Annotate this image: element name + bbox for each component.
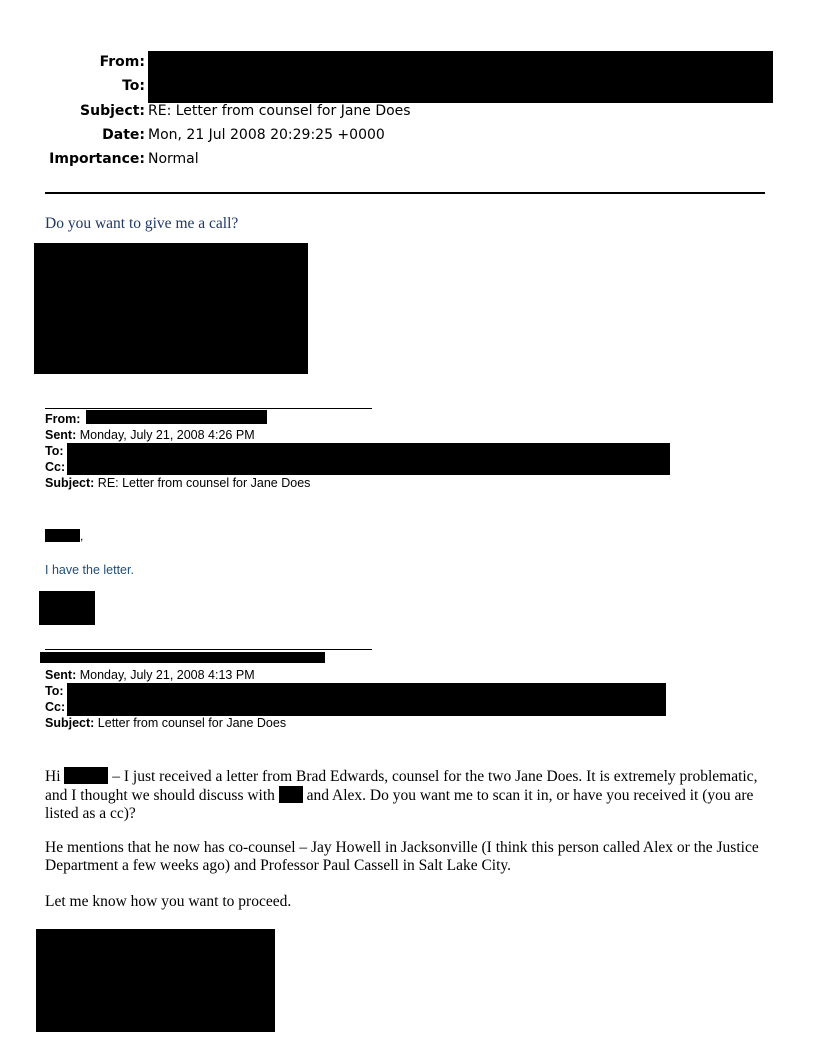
sent-label: Sent:: [45, 428, 77, 442]
date-label: Date:: [102, 127, 145, 143]
message3-subject-row: [45, 715, 286, 731]
message3-cc-row: [45, 699, 65, 715]
importance-label: Importance:: [49, 151, 145, 167]
paragraph-text: – I just received a letter from Brad Edwards, counsel for the two Jane Does. It is extremely problematic, and I thought we should discuss with: [45, 768, 758, 804]
reply-text: Do you want to give me a call?: [45, 215, 239, 232]
header-divider: [45, 192, 765, 194]
salutation-suffix: ,: [80, 529, 84, 543]
sent-label: Sent:: [45, 668, 77, 682]
greeting: Hi: [45, 768, 61, 785]
sent-value: Monday, July 21, 2008 4:26 PM: [79, 428, 255, 442]
importance-value: Normal: [148, 151, 199, 167]
message3-to-row: [45, 683, 64, 699]
redaction-block: [148, 51, 773, 103]
redaction-block: [64, 767, 108, 784]
redaction-block: [39, 591, 95, 625]
message-divider: [45, 408, 372, 409]
subject-label: Subject:: [45, 716, 95, 730]
subject-label: Subject:: [80, 103, 145, 119]
message3-paragraph-3: Let me know how you want to proceed.: [45, 893, 292, 910]
to-label: To:: [45, 444, 64, 458]
salutation: [45, 529, 83, 543]
paragraph-text: and Alex. Do you want me to scan it in, or have you received it (you are listed as a cc)?: [45, 787, 754, 822]
redaction-block: [40, 652, 325, 663]
message2-subject-row: [45, 475, 310, 491]
redaction-block: [36, 929, 275, 1032]
from-label: From:: [45, 412, 81, 426]
subject-value: Letter from counsel for Jane Does: [97, 716, 287, 730]
redaction-block: [67, 683, 666, 716]
cc-label: Cc:: [45, 700, 66, 714]
message2-from-row: [45, 411, 80, 427]
message3-sent-row: [45, 667, 255, 683]
message2-cc-row: [45, 459, 65, 475]
to-label: To:: [122, 78, 145, 94]
cc-label: Cc:: [45, 460, 66, 474]
to-label: To:: [45, 684, 64, 698]
subject-value: RE: Letter from counsel for Jane Does: [148, 103, 411, 119]
message-divider: [45, 649, 372, 650]
redaction-block: [34, 243, 308, 374]
message2-sent-row: [45, 427, 255, 443]
redaction-block: [86, 410, 267, 424]
redaction-block: [279, 786, 303, 803]
from-label: From:: [99, 54, 145, 70]
subject-value: RE: Letter from counsel for Jane Does: [97, 476, 311, 490]
redaction-block: [45, 529, 80, 542]
message3-paragraph-2: He mentions that he now has co-counsel – Jay Howell in Jacksonville (I think this person called Alex or the Justice Department a few weeks ago) and Professor Paul Cassell in Salt Lake City.: [45, 839, 759, 874]
message2-to-row: [45, 443, 64, 459]
subject-label: Subject:: [45, 476, 95, 490]
message3-paragraph-1: [45, 767, 765, 823]
sent-value: Monday, July 21, 2008 4:13 PM: [79, 668, 255, 682]
redaction-block: [67, 443, 670, 475]
date-value: Mon, 21 Jul 2008 20:29:25 +0000: [148, 127, 385, 143]
message2-body: I have the letter.: [45, 563, 134, 577]
